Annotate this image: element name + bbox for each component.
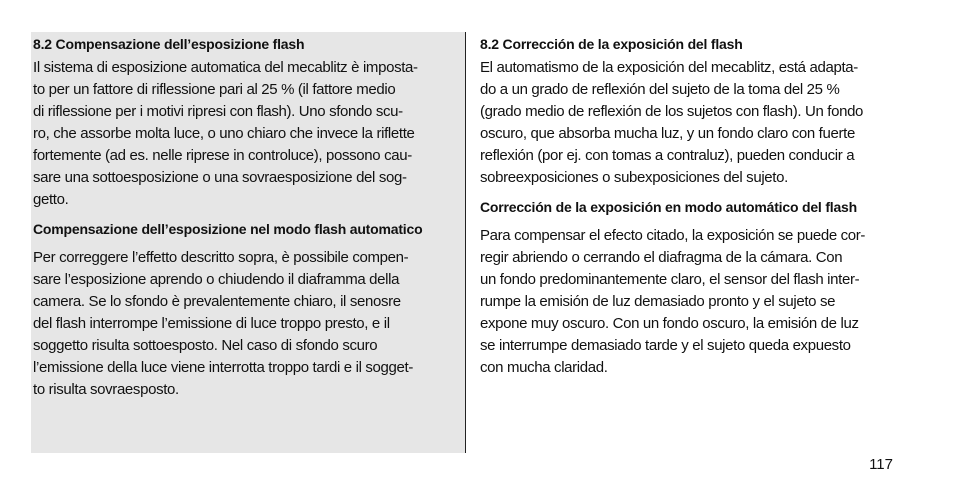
subsection-title-it: Compensazione dell’esposizione nel modo flash automatico [33,221,423,237]
column-divider [465,32,466,453]
text-line: del flash interrompe l’emissione di luce troppo presto, e il [33,315,390,332]
body-paragraph-it [33,247,461,401]
text-line: reflexión (por ej. con tomas a contraluz), pueden conducir a [480,147,855,164]
text-line: sobreexposiciones o subexposiciones del sujeto. [480,169,788,186]
text-line: Il sistema di esposizione automatica del mecablitz è imposta- [33,59,418,76]
page-number: 117 [869,456,893,473]
subsection-title-es: Corrección de la exposición en modo automático del flash [480,199,857,215]
intro-paragraph-es [480,57,910,189]
text-line: con mucha claridad. [480,359,608,376]
italian-column [31,32,465,453]
text-line: Per correggere l’effetto descritto sopra, è possibile compen- [33,249,409,266]
section-title-it: 8.2 Compensazione dell’esposizione flash [33,36,305,52]
text-line: soggetto risulta sottoesposto. Nel caso di sfondo scuro [33,337,378,354]
text-line: Para compensar el efecto citado, la exposición se puede cor- [480,227,866,244]
text-line: regir abriendo o cerrando el diafragma de la cámara. Con [480,249,843,266]
text-line: do a un grado de reflexión del sujeto de la toma del 25 % [480,81,840,98]
text-line: un fondo predominantemente claro, el sensor del flash inter- [480,271,860,288]
text-line: getto. [33,191,69,208]
text-line: expone muy oscuro. Con un fondo oscuro, la emisión de luz [480,315,859,332]
body-paragraph-es [480,225,910,379]
text-line: se interrumpe demasiado tarde y el sujeto queda expuesto [480,337,851,354]
text-line: oscuro, que absorba mucha luz, y un fondo claro con fuerte [480,125,855,142]
text-line: to risulta sovraesposto. [33,381,179,398]
intro-paragraph-it [33,57,461,211]
text-line: sare l’esposizione aprendo o chiudendo il diaframma della [33,271,400,288]
text-line: sare una sottoesposizione o una sovraesposizione del sog- [33,169,407,186]
text-line: El automatismo de la exposición del mecablitz, está adapta- [480,59,858,76]
spanish-column [480,32,910,379]
text-line: ro, che assorbe molta luce, o uno chiaro che invece la riflette [33,125,415,142]
text-line: l’emissione della luce viene interrotta troppo tardi e il sogget- [33,359,413,376]
text-line: di riflessione per i motivi ripresi con flash). Uno sfondo scu- [33,103,403,120]
text-line: rumpe la emisión de luz demasiado pronto y el sujeto se [480,293,836,310]
text-line: fortemente (ad es. nelle riprese in controluce), possono cau- [33,147,412,164]
text-line: to per un fattore di riflessione pari al 25 % (il fattore medio [33,81,396,98]
text-line: (grado medio de reflexión de los sujetos con flash). Un fondo [480,103,864,120]
text-line: camera. Se lo sfondo è prevalentemente chiaro, il senosre [33,293,401,310]
section-title-es: 8.2 Corrección de la exposición del flash [480,36,743,52]
